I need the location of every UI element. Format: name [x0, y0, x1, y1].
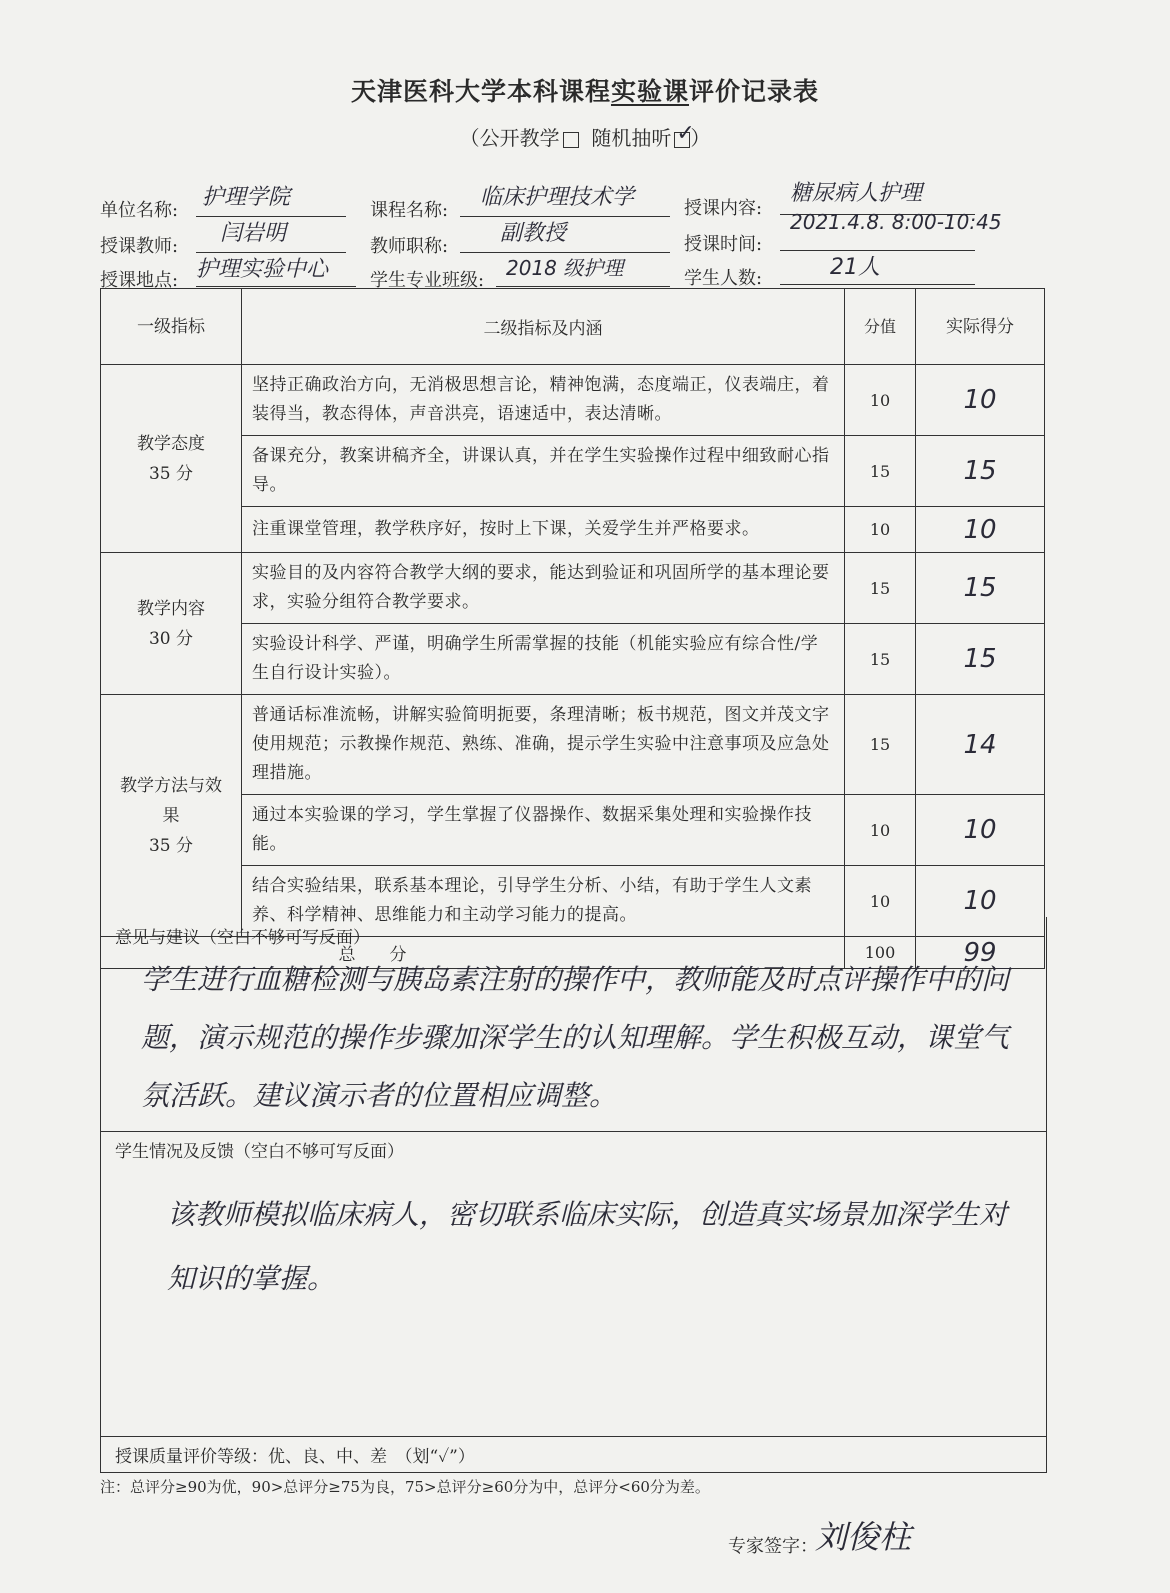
subtitle-random: 随机抽听 — [591, 126, 672, 150]
header-level1: 一级指标 — [101, 289, 242, 365]
feedback-text[interactable]: 该教师模拟临床病人，密切联系临床实际，创造真实场景加深学生对知识的掌握。 — [167, 1198, 1008, 1295]
actual-score[interactable]: 14 — [916, 695, 1045, 795]
class-value[interactable]: 2018 级护理 — [506, 256, 624, 280]
table-header-row — [101, 289, 1045, 365]
group-attitude — [101, 365, 242, 553]
group-points: 35 分 — [148, 463, 194, 484]
public-teaching-checkbox[interactable] — [563, 132, 579, 148]
actual-score[interactable]: 10 — [916, 795, 1045, 866]
actual-score[interactable]: 10 — [916, 365, 1045, 436]
criterion-score: 10 — [845, 507, 916, 553]
criterion-score: 15 — [845, 436, 916, 507]
table-row — [101, 436, 1045, 507]
course-value[interactable]: 临床护理技术学 — [480, 185, 635, 210]
criterion-score: 10 — [845, 795, 916, 866]
opinion-section — [100, 917, 1047, 1132]
check-mark-icon: ✓ — [676, 120, 695, 146]
content-value[interactable]: 糖尿病人护理 — [790, 181, 923, 206]
group-points: 35 分 — [148, 835, 194, 856]
title-prefix: 天津医科大学本科课程 — [350, 77, 611, 106]
teacher-value[interactable]: 闫岩明 — [220, 221, 287, 246]
criterion-score: 10 — [845, 365, 916, 436]
title-suffix: 评价记录表 — [689, 77, 820, 106]
signature-value[interactable]: 刘俊柱 — [815, 1518, 912, 1556]
feedback-section — [100, 1131, 1047, 1437]
criterion-score: 10 — [845, 866, 916, 937]
group-content — [101, 553, 242, 695]
actual-score[interactable]: 15 — [916, 624, 1045, 695]
total-actual[interactable]: 99 — [916, 937, 1045, 969]
criterion-text: 普通话标准流畅，讲解实验简明扼要，条理清晰；板书规范，图文并茂文字使用规范；示教操作规范、熟练、准确，提示学生实验中注意事项及应急处理措施。 — [242, 695, 845, 795]
content-label: 授课内容: — [684, 198, 763, 219]
group-name: 教学态度 — [137, 433, 205, 454]
group-name: 教学内容 — [137, 598, 205, 619]
opinion-text[interactable]: 学生进行血糖检测与胰岛素注射的操作中，教师能及时点评操作中的问题，演示规范的操作步骤加深学生的认知理解。学生积极互动，课堂气氛活跃。建议演示者的位置相应调整。 — [141, 963, 1010, 1112]
group-points: 30 分 — [148, 628, 194, 649]
actual-score[interactable]: 15 — [916, 436, 1045, 507]
criterion-score: 15 — [845, 695, 916, 795]
random-audit-checkbox[interactable] — [674, 120, 695, 148]
place-label: 授课地点: — [100, 270, 179, 291]
criterion-text: 注重课堂管理，教学秩序好，按时上下课，关爱学生并严格要求。 — [242, 507, 845, 553]
evaluation-table — [100, 288, 1045, 969]
criterion-text: 实验目的及内容符合教学大纲的要求，能达到验证和巩固所学的基本理论要求，实验分组符合教学要求。 — [242, 553, 845, 624]
table-row — [101, 695, 1045, 795]
subtitle-close: ） — [690, 126, 711, 150]
total-score: 100 — [845, 937, 916, 969]
criterion-text: 结合实验结果，联系基本理论，引导学生分析、小结，有助于学生人文素养、科学精神、思维能力和主动学习能力的提高。 — [242, 866, 845, 937]
group-method — [101, 695, 242, 937]
actual-score[interactable]: 10 — [916, 866, 1045, 937]
total-label: 总 分 — [101, 937, 845, 969]
teacher-label: 授课教师: — [100, 236, 179, 257]
subtitle-public: （公开教学 — [459, 126, 560, 150]
scoring-note: 注：总评分≥90为优，90>总评分≥75为良，75>总评分≥60分为中，总评分<60分为差。 — [100, 1478, 710, 1496]
actual-score[interactable]: 10 — [916, 507, 1045, 553]
criterion-text: 通过本实验课的学习，学生掌握了仪器操作、数据采集处理和实验操作技能。 — [242, 795, 845, 866]
time-value[interactable]: 2021.4.8. 8:00-10:45 — [790, 210, 1002, 234]
count-value[interactable]: 21人 — [830, 255, 880, 280]
feedback-label: 学生情况及反馈（空白不够可写反面） — [115, 1142, 404, 1162]
table-row — [101, 624, 1045, 695]
class-label: 学生专业班级: — [370, 270, 485, 291]
signature-label: 专家签字： — [728, 1536, 818, 1557]
count-label: 学生人数: — [684, 268, 763, 289]
opinion-label: 意见与建议（空白不够可写反面） — [115, 928, 370, 948]
time-label: 授课时间: — [684, 234, 763, 255]
title-label: 教师职称: — [370, 236, 449, 257]
table-row — [101, 507, 1045, 553]
form-subtitle — [0, 122, 1170, 151]
grade-section — [100, 1436, 1047, 1473]
header-score: 分值 — [845, 289, 916, 365]
header-actual: 实际得分 — [916, 289, 1045, 365]
place-value[interactable]: 护理实验中心 — [196, 257, 329, 282]
criterion-text: 备课充分，教案讲稿齐全，讲课认真，并在学生实验操作过程中细致耐心指导。 — [242, 436, 845, 507]
table-row — [101, 365, 1045, 436]
title-underlined: 实验课 — [610, 77, 689, 106]
course-label: 课程名称: — [370, 200, 449, 221]
group-name: 教学方法与效果 — [120, 775, 222, 826]
criterion-score: 15 — [845, 624, 916, 695]
grade-label: 授课质量评价等级：优、良、中、差 （划“✓”） — [115, 1447, 475, 1467]
criterion-text: 坚持正确政治方向，无消极思想言论，精神饱满，态度端正，仪表端庄，着装得当，教态得体，声音洪亮，语速适中，表达清晰。 — [242, 365, 845, 436]
table-row — [101, 795, 1045, 866]
criterion-text: 实验设计科学、严谨，明确学生所需掌握的技能（机能实验应有综合性/学生自行设计实验）。 — [242, 624, 845, 695]
header-level2: 二级指标及内涵 — [242, 289, 845, 365]
title-value[interactable]: 副教授 — [500, 221, 567, 246]
actual-score[interactable]: 15 — [916, 553, 1045, 624]
criterion-score: 15 — [845, 553, 916, 624]
form-title — [0, 72, 1170, 108]
unit-label: 单位名称: — [100, 200, 179, 221]
table-row — [101, 553, 1045, 624]
unit-value[interactable]: 护理学院 — [202, 185, 291, 210]
